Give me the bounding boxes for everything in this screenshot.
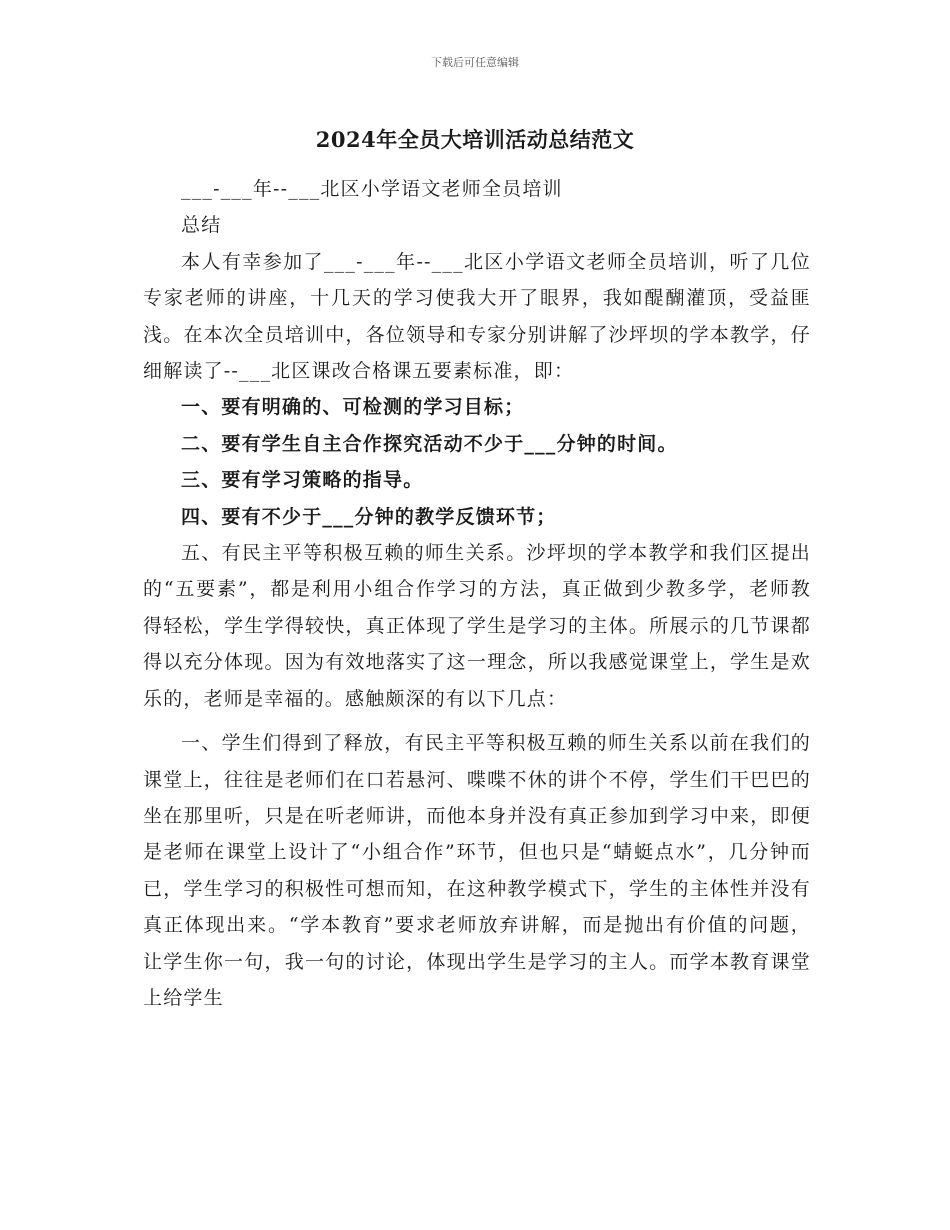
- paragraph-subtitle-line1: ___-___年--___北区小学语文老师全员培训: [181, 178, 563, 200]
- paragraph-element-2: 二、要有学生自主合作探究活动不少于___分钟的时间。: [181, 432, 678, 455]
- paragraph-element-4: 四、要有不少于___分钟的教学反馈环节；: [181, 505, 557, 528]
- paragraph-element-3: 三、要有学习策略的指导。: [181, 469, 424, 492]
- paragraph-element-1: 一、要有明确的、可检测的学习目标；: [181, 396, 525, 419]
- paragraph-subtitle-line2: 总结: [181, 214, 222, 237]
- paragraph-intro: 本人有幸参加了___-___年--___北区小学语文老师全员培训，听了几位专家老师的讲座，十几天的学习使我大开了眼界，我如醍醐灌顶，受益匪浅。在本次全员培训中，各位领导和专家分别讲解了沙坪坝的学本教学，仔细解读了--___北区课改合格课五要素标准，即：: [143, 250, 811, 383]
- document-body: [143, 171, 811, 1016]
- paragraph-point-1: 一、学生们得到了释放，有民主平等积极互赖的师生关系以前在我们的课堂上，往往是老师们在口若悬河、喋喋不休的讲个不停，学生们干巴巴的坐在那里听，只是在听老师讲，而他本身并没有真正参加到学习中来，即便是老师在课堂上设计了“小组合作”环节，但也只是“蜻蜓点水”，几分钟而已，学生学习的积极性可想而知，在这种教学模式下，学生的主体性并没有真正体现出来。“学本教育”要求老师放弃讲解，而是抛出有价值的问题，让学生你一句，我一句的讨论，体现出学生是学习的主人。而学本教育课堂上给学生: [143, 732, 811, 1009]
- document-title: 2024年全员大培训活动总结范文: [315, 127, 635, 152]
- paragraph-gap: [143, 717, 811, 725]
- paragraph-element-5: 五、有民主平等积极互赖的师生关系。沙坪坝的学本教学和我们区提出的“五要素”，都是利用小组合作学习的方法，真正做到少教多学，老师教得轻松，学生学得较快，真正体现了学生是学习的主体。所展示的几节课都得以充分体现。因为有效地落实了这一理念，所以我感觉课堂上，学生是欢乐的，老师是幸福的。感触颇深的有以下几点：: [143, 542, 811, 710]
- header-note: 下载后可任意编辑: [431, 56, 519, 69]
